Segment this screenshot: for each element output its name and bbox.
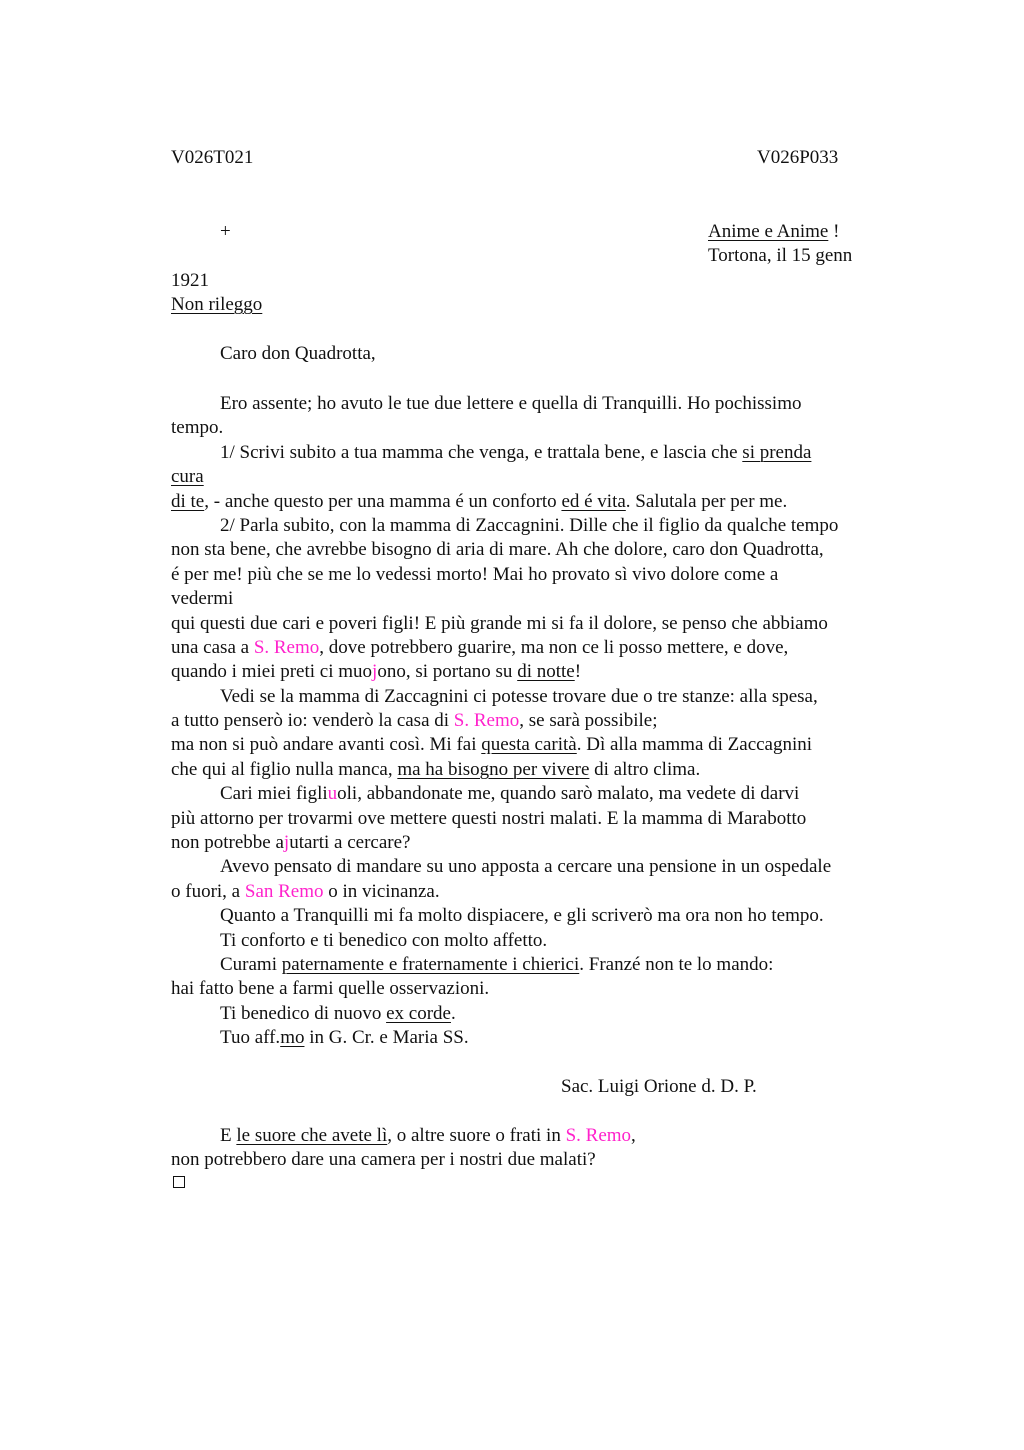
text-span: , o altre suore o frati in [387,1124,566,1146]
text-line [171,490,931,514]
letter-heading [708,220,839,244]
highlighted-place: S. Remo [565,1124,632,1146]
text-line: più attorno per trovarmi ove mettere questi nostri malati. E la mamma di Marabotto [171,807,807,829]
text-span: . Salutala per per me. [625,490,788,512]
text-line: Ti conforto e ti benedico con molto affetto. [220,929,548,951]
text-span: Cari miei figli [220,783,328,805]
text-span: Tuo aff. [220,1027,281,1049]
text-span: ono, si portano su [377,661,518,683]
salutation: Caro don Quadrotta, [220,343,376,364]
text-span: una casa a [171,636,254,658]
text-span: o fuori, a [171,880,245,902]
highlighted-place: San Remo [244,880,324,902]
text-line [171,733,931,757]
text-line: tempo. [171,417,224,439]
text-line: non sta bene, che avrebbe bisogno di aria di mare. Ah che dolore, caro don Quadrotta, [171,539,824,561]
underlined-span: di te [171,490,205,512]
text-line [171,441,931,465]
text-line: vedermi [171,588,234,610]
signature: Sac. Luigi Orione d. D. P. [561,1075,757,1097]
underlined-span: ex corde [386,1002,451,1024]
text-span: E [220,1124,237,1146]
underlined-span: cura [171,466,204,488]
year: 1921 [171,270,209,291]
text-line: Ero assente; ho avuto le tue due lettere e quella di Tranquilli. Ho pochissimo [220,393,802,414]
text-span: . Dì alla mamma di Zaccagnini [576,734,813,756]
text-span: Curami [220,953,282,975]
text-line [171,636,931,660]
highlighted-place: S. Remo [453,710,520,732]
text-span: Ti benedico di nuovo [220,1002,387,1024]
text-line [171,831,931,855]
cross-mark: + [220,221,231,242]
text-line [171,660,931,684]
end-square-icon [173,1176,185,1188]
text-span: che qui al figlio nulla manca, [171,758,398,780]
heading-exclamation: ! [828,221,840,242]
spacer [171,1099,931,1123]
underlined-span: mo [280,1027,305,1049]
text-span: . [450,1002,456,1024]
text-span: in G. Cr. e Maria SS. [304,1027,469,1049]
text-span: , [631,1124,636,1146]
text-span: o in vicinanza. [323,880,440,902]
text-line: hai fatto bene a farmi quelle osservazioni. [171,978,490,1000]
text-span: ma non si può andare avanti così. Mi fai [171,734,482,756]
postscript-line [171,1124,931,1148]
letter-body [171,392,931,1173]
text-line [171,709,931,733]
highlighted-letter: u [327,783,338,805]
text-span: utarti a cercare? [289,832,411,854]
text-line: Avevo pensato di mandare su uno apposta a cercare una pensione in un ospedale [220,856,832,878]
text-line [171,758,931,782]
text-span: , dove potrebbero guarire, ma non ce li posso mettere, e dove, [319,636,789,658]
text-span: , se sarà possibile; [519,710,658,732]
text-span: di altro clima. [589,758,701,780]
text-span: . Franzé non te lo mando: [579,953,774,975]
text-line: qui questi due cari e poveri figli! E più grande mi si fa il dolore, se penso che abbiamo [171,612,828,634]
text-span: a tutto penserò io: venderò la casa di [171,710,454,732]
text-span: , - anche questo per una mamma é un conforto [204,490,562,512]
page-code-right: V026P033 [757,147,839,168]
text-line [171,782,931,806]
highlighted-place: S. Remo [253,636,320,658]
text-line [171,1026,931,1050]
postscript-line: non potrebbero dare una camera per i nostri due malati? [171,1149,596,1171]
text-line [171,1002,931,1026]
highlighted-letter: j [283,832,290,854]
text-span: ! [574,661,582,683]
underlined-span: le suore che avete lì [236,1124,388,1146]
text-line: 2/ Parla subito, con la mamma di Zaccagnini. Dille che il figlio da qualche tempo [220,514,839,536]
heading-title: Anime e Anime [708,221,829,242]
text-line: é per me! più che se me lo vedessi morto! Mai ho provato sì vivo dolore come a [171,563,779,585]
text-span: 1/ Scrivi subito a tua mamma che venga, e trattala bene, e lascia che [220,441,743,463]
document-code-left: V026T021 [171,147,254,168]
text-line: Quanto a Tranquilli mi fa molto dispiacere, e gli scriverò ma ora non ho tempo. [220,905,824,927]
spacer [171,1051,931,1075]
text-span: quando i miei preti ci muo [171,661,373,683]
text-line [171,953,931,977]
place-date: Tortona, il 15 genn [708,245,853,266]
text-span: non potrebbe a [171,832,284,854]
text-line [171,465,931,489]
underlined-span: paternamente e fraternamente i chierici [281,953,580,975]
underlined-span: di notte [517,661,575,683]
note-non-rileggo: Non rileggo [171,294,263,315]
underlined-span: questa carità [481,734,577,756]
underlined-span: ed é vita [561,490,626,512]
highlighted-letter: j [372,661,378,683]
text-line [171,880,931,904]
underlined-span: ma ha bisogno per vivere [397,758,590,780]
text-line: Vedi se la mamma di Zaccagnini ci potesse trovare due o tre stanze: alla spesa, [220,685,818,707]
text-span: oli, abbandonate me, quando sarò malato, ma vedete di darvi [337,783,800,805]
underlined-span: si prenda [742,441,812,463]
